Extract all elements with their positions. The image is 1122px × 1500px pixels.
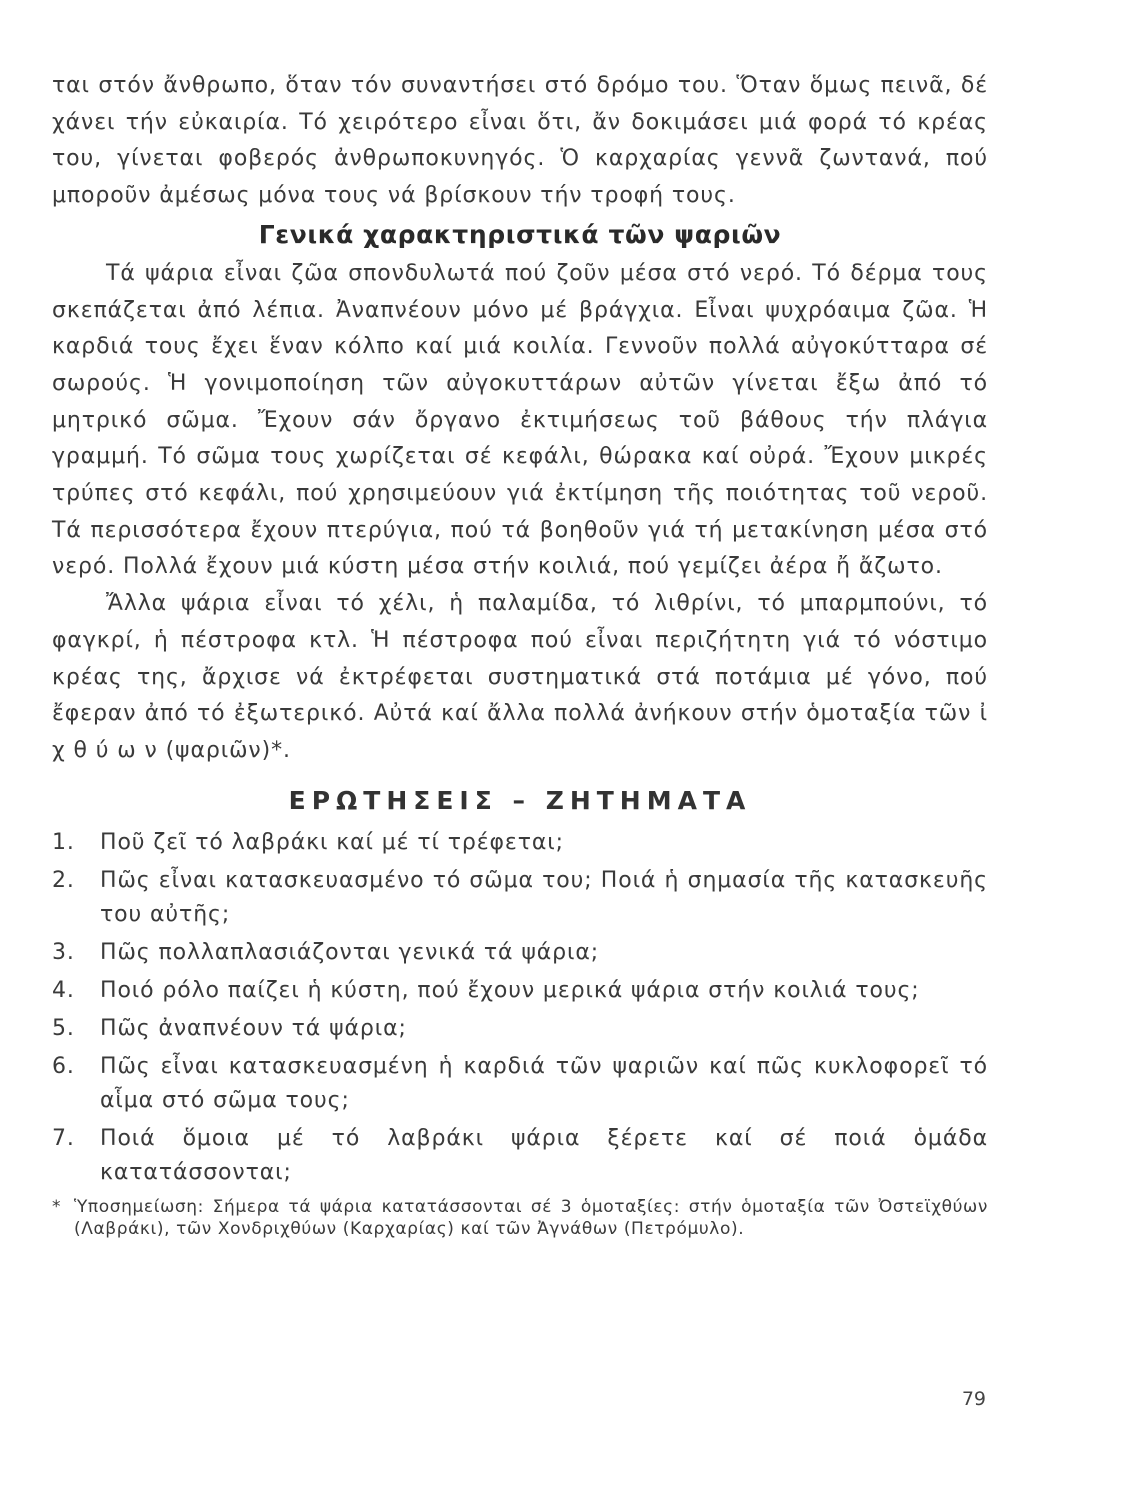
question-text: Ποιό ρόλο παίζει ἡ κύστη, πού ἔχουν μερικά ψάρια στήν κοιλιά τους; [100,977,920,1003]
question-item [52,1050,988,1118]
footnote [52,1196,988,1240]
question-number: 7. [52,1125,75,1151]
question-text: Πῶς εἶναι κατασκευασμένο τό σῶμα του; Ποιά ἡ σημασία τῆς κατασκευῆς του αὐτῆς; [100,867,988,927]
footnote-text: Ὑποσημείωση: Σήμερα τά ψάρια κατατάσσονται σέ 3 ὁμοταξίες: στήν ὁμοταξία τῶν Ὀστεϊχθύων (Λαβράκι), τῶν Χονδριχθύων (Καρχαρίας) καί τῶν Ἀγνάθων (Πετρόμυλο). [74,1196,988,1239]
question-number: 2. [52,867,75,893]
section-heading-fish-characteristics: Γενικά χαρακτηριστικά τῶν ψαριῶν [258,219,782,249]
questions-list [52,826,988,1190]
question-text: Πῶς ἀναπνέουν τά ψάρια; [100,1015,407,1041]
question-number: 1. [52,829,75,855]
page-content [52,68,988,1240]
question-item [52,826,988,860]
question-number: 4. [52,977,75,1003]
question-item [52,1122,988,1190]
question-text: Πῶς πολλαπλασιάζονται γενικά τά ψάρια; [100,939,600,965]
question-number: 6. [52,1053,75,1079]
question-number: 3. [52,939,75,965]
footnote-marker: * [52,1196,62,1217]
questions-heading: ΕΡΩΤΗΣΕΙΣ – ΖΗΤΗΜΑΤΑ [288,785,752,815]
question-number: 5. [52,1015,75,1041]
question-item [52,864,988,932]
question-text: Πῶς εἶναι κατασκευασμένη ἡ καρδιά τῶν ψαριῶν καί πῶς κυκλοφορεῖ τό αἷμα στό σῶμα τους; [100,1053,988,1113]
question-item [52,1012,988,1046]
question-text: Ποῦ ζεῖ τό λαβράκι καί μέ τί τρέφεται; [100,829,564,855]
page-number: 79 [961,1388,986,1410]
question-item [52,974,988,1008]
question-text: Ποιά ὅμοια μέ τό λαβράκι ψάρια ξέρετε καί σέ ποιά ὁμάδα κατατάσσονται; [100,1125,988,1185]
paragraph-other-fish: Ἄλλα ψάρια εἶναι τό χέλι, ἡ παλαμίδα, τό λιθρίνι, τό μπαρμπούνι, τό φαγκρί, ἡ πέστροφα κτλ. Ἡ πέστροφα πού εἶναι περιζήτητη γιά τό νόστιμο κρέας της, ἄρχισε νά ἐκτρέφεται συστηματικά στά ποτάμια μέ γόνο, πού ἔφεραν ἀπό τό ἐξωτερικό. Αὐτά καί ἄλλα πολλά ἀνήκουν στήν ὁμοταξία τῶν ἰ χ θ ύ ω ν (ψαριῶν)*. [52,591,988,763]
paragraph-shark-continuation: ται στόν ἄνθρωπο, ὅταν τόν συναντήσει στό δρόμο του. Ὅταν ὅμως πεινᾶ, δέ χάνει τήν εὐκαιρία. Τό χειρότερο εἶναι ὅτι, ἄν δοκιμάσει μιά φορά τό κρέας του, γίνεται φοβερός ἀνθρωποκυνηγός. Ὁ καρχαρίας γεννᾶ ζωντανά, πού μποροῦν ἀμέσως μόνα τους νά βρίσκουν τήν τροφή τους. [52,73,988,209]
question-item [52,936,988,970]
paragraph-fish-characteristics: Τά ψάρια εἶναι ζῶα σπονδυλωτά πού ζοῦν μέσα στό νερό. Τό δέρμα τους σκεπάζεται ἀπό λέπια. Ἀναπνέουν μόνο μέ βράγχια. Εἶναι ψυχρόαιμα ζῶα. Ἡ καρδιά τους ἔχει ἕναν κόλπο καί μιά κοιλία. Γεννοῦν πολλά αὐγοκύτταρα σέ σωρούς. Ἡ γονιμοποίηση τῶν αὐγοκυττάρων αὐτῶν γίνεται ἔξω ἀπό τό μητρικό σῶμα. Ἔχουν σάν ὄργανο ἐκτιμήσεως τοῦ βάθους τήν πλάγια γραμμή. Τό σῶμα τους χωρίζεται σέ κεφάλι, θώρακα καί οὐρά. Ἔχουν μικρές τρύπες στό κεφάλι, πού χρησιμεύουν γιά ἐκτίμηση τῆς ποιότητας τοῦ νεροῦ. Τά περισσότερα ἔχουν πτερύγια, πού τά βοηθοῦν γιά τή μετακίνηση μέσα στό νερό. Πολλά ἔχουν μιά κύστη μέσα στήν κοιλιά, πού γεμίζει ἀέρα ἤ ἄζωτο. [52,260,988,580]
